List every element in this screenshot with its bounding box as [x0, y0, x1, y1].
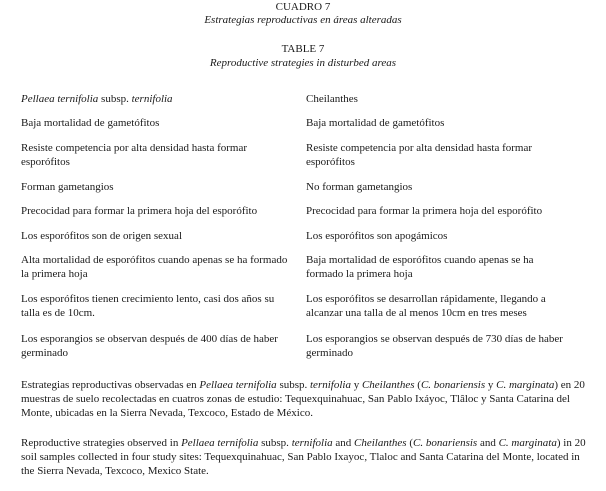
pellaea-strategy-cell: Precocidad para formar la primera hoja del esporófito	[21, 205, 258, 217]
note-text: Estrategias reproductivas observadas en	[21, 379, 200, 391]
note-text: Reproductive strategies observed in	[21, 437, 182, 449]
cheilanthes-strategy-cell: Los esporófitos se desarrollan rápidamente, llegando a alcanzar una talla de al menos 10cm en tres meses	[306, 293, 546, 319]
pellaea-strategy-cell: Los esporófitos tienen crecimiento lento, casi dos años su talla es de 10cm.	[21, 293, 275, 319]
note-text: (	[406, 437, 414, 449]
pellaea-strategy-cell: Baja mortalidad de gametófitos	[21, 117, 160, 129]
cheilanthes-strategy-cell: Los esporófitos son apogámicos	[306, 230, 448, 242]
cheilanthes-strategy-cell: Baja mortalidad de gametófitos	[306, 117, 445, 129]
table-row	[21, 116, 591, 130]
cheilanthes-strategy-cell: Resiste competencia por alta densidad hasta formar esporófitos	[306, 142, 533, 168]
table-row	[21, 229, 591, 243]
table-row	[21, 292, 591, 320]
note-text: y	[485, 379, 497, 391]
note-species: C. marginata	[496, 379, 555, 391]
cuadro-title: Estrategias reproductivas en áreas alteradas	[204, 14, 402, 26]
note-species: Pellaea ternifolia	[199, 379, 277, 391]
note-text: ) en 20 muestras de suelo recolectadas en cuatros zonas de estudio: Tequexquinahuac, San Pablo Ixáyoc, Tlâloc y Santa Catarina del Monte, ubicadas en la Sierra Nevada, Texcoco, Estado de México.	[21, 379, 585, 419]
note-spanish	[21, 378, 589, 420]
note-species: C. marginata	[498, 437, 557, 449]
note-text: y	[350, 379, 362, 391]
species-name: Pellaea ternifolia	[21, 93, 99, 105]
table-header-row	[21, 92, 591, 106]
column-header-cheilanthes: Cheilanthes	[306, 93, 358, 105]
column-header-pellaea	[21, 92, 306, 106]
note-text: ) in 20 soil samples collected in four study sites: Tequexquinahuac, San Pablo Ixayoc, Tlaloc and Santa Catarina del Monte, located in the Sierra Nevada, Texcoco, Mexico State.	[21, 437, 586, 477]
note-text: subsp.	[276, 379, 310, 391]
cheilanthes-strategy-cell: Precocidad para formar la primera hoja del esporófito	[306, 205, 543, 217]
note-text: (	[414, 379, 421, 391]
note-species: Cheilanthes	[354, 437, 407, 449]
table-row	[21, 332, 591, 360]
cheilanthes-strategy-cell: Baja mortalidad de esporófitos cuando apenas se ha formado la primera hoja	[306, 254, 534, 280]
subsp-label: subsp.	[98, 93, 132, 105]
table-number: TABLE 7	[281, 43, 325, 55]
cuadro-number: CUADRO 7	[275, 1, 331, 13]
note-text: subsp.	[258, 437, 292, 449]
pellaea-strategy-cell: Los esporangios se observan después de 400 días de haber germinado	[21, 333, 278, 359]
cheilanthes-strategy-cell: No forman gametangios	[306, 181, 413, 193]
subspecies-name: ternifolia	[131, 93, 173, 105]
note-species: Pellaea ternifolia	[181, 437, 259, 449]
pellaea-strategy-cell: Alta mortalidad de esporófitos cuando apenas se ha formado la primera hoja	[21, 254, 288, 280]
pellaea-strategy-cell: Resiste competencia por alta densidad hasta formar esporófitos	[21, 142, 248, 168]
note-species: ternifolia	[291, 437, 333, 449]
note-species: C. bonariensis	[420, 379, 486, 391]
note-species: ternifolia	[310, 379, 351, 391]
table-title: Reproductive strategies in disturbed areas	[209, 57, 397, 69]
note-text: and	[332, 437, 355, 449]
note-text: and	[477, 437, 499, 449]
note-species: Cheilanthes	[361, 379, 415, 391]
table-row	[21, 204, 591, 218]
table-row	[21, 180, 591, 194]
note-species: C. bonariensis	[413, 437, 478, 449]
pellaea-strategy-cell: Los esporófitos son de origen sexual	[21, 230, 182, 242]
note-english	[21, 436, 589, 478]
pellaea-strategy-cell: Forman gametangios	[21, 181, 114, 193]
table-row	[21, 253, 591, 281]
cheilanthes-strategy-cell: Los esporangios se observan después de 730 días de haber germinado	[306, 333, 563, 359]
table-row	[21, 141, 591, 169]
